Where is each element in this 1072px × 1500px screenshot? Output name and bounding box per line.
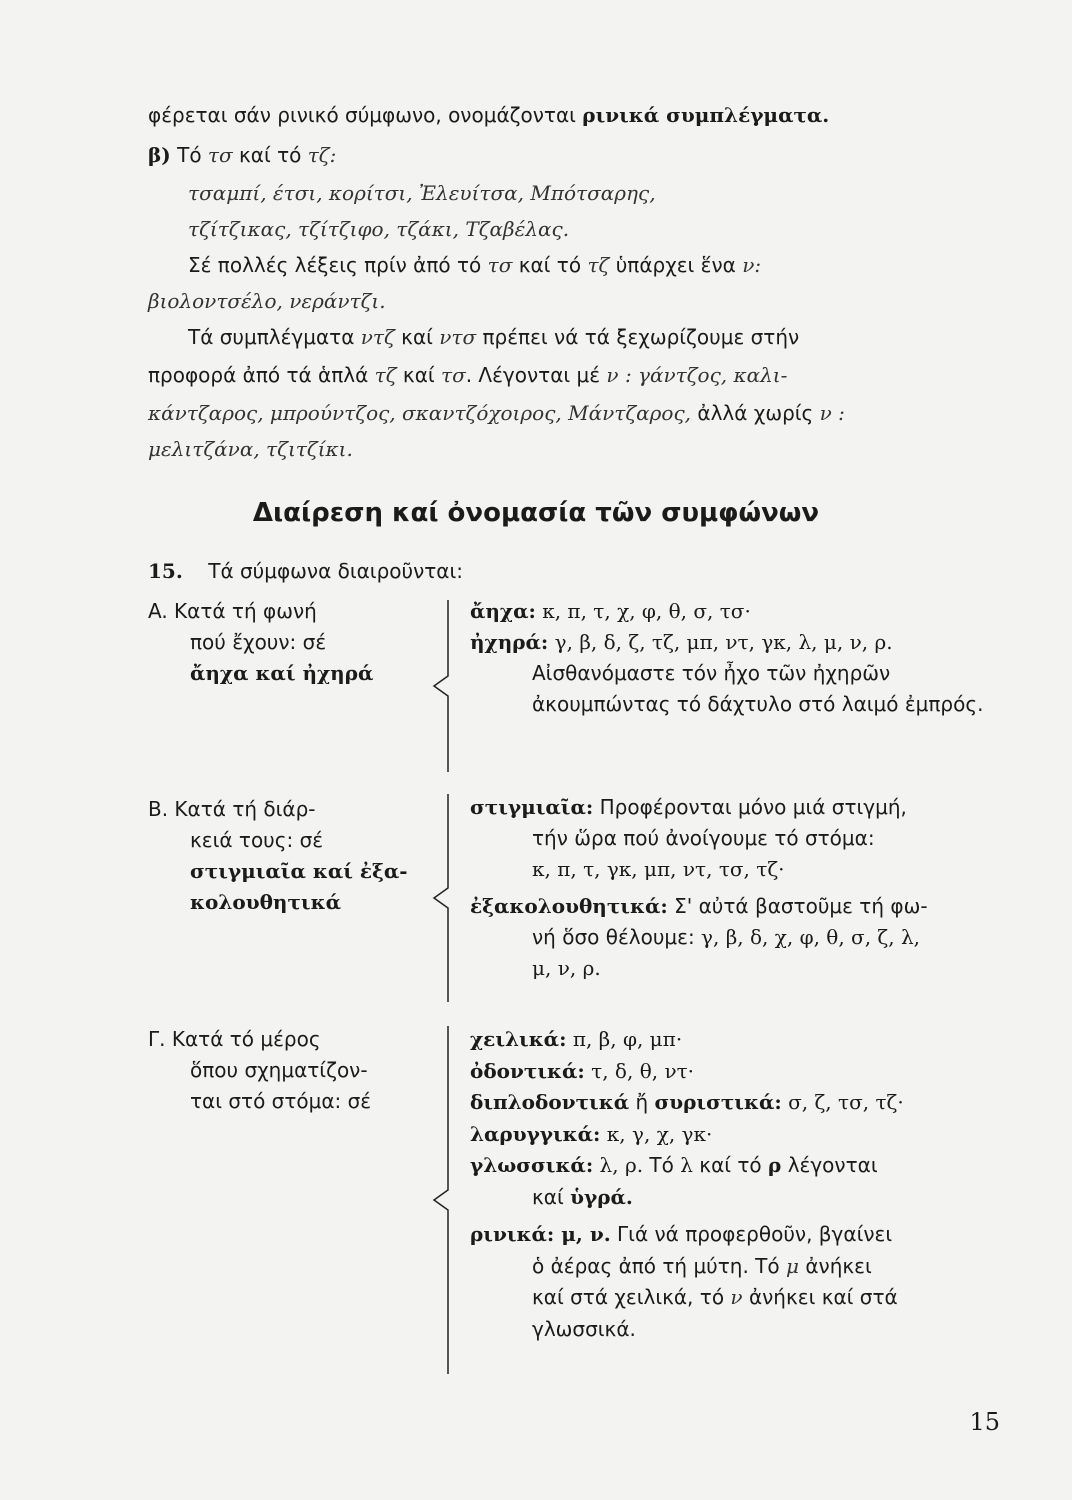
- intro-line-1: [148, 100, 1008, 130]
- para2-tz: τζ: [374, 363, 397, 387]
- group-c-line-3: ται στό στόμα: σέ: [190, 1089, 372, 1113]
- lingual-list: λ, ρ.: [593, 1153, 644, 1177]
- para2-b: καί: [396, 363, 441, 387]
- labial-list: π, β, φ, μπ·: [566, 1027, 683, 1051]
- para3-n: ν :: [819, 401, 845, 425]
- group-c-brace: [430, 1024, 460, 1376]
- ts-examples: τσαμπί, έτσι, κορίτσι, Ἐλευίτσα, Μπότσαρης,: [188, 181, 656, 205]
- section-title: Διαίρεση καί ὀνομασία τῶν συμφώνων: [252, 498, 820, 528]
- labial-term: χειλικά:: [470, 1027, 567, 1051]
- beta-line: [148, 140, 1008, 170]
- nasal-term: ρινικά:: [470, 1222, 555, 1246]
- clusters-para-1: [188, 322, 1048, 352]
- mu-symbol: μ: [786, 1253, 799, 1278]
- para3-examples: κάντζαρος, μπρούντζος, σκαντζόχοιρος, Μάντζαρος,: [148, 401, 692, 425]
- group-b-label: [148, 794, 428, 918]
- beta-text: Τό: [170, 143, 208, 167]
- group-a-brace: [430, 598, 460, 774]
- group-a-content: [470, 596, 1010, 720]
- momentary-term: στιγμιαῖα:: [470, 795, 594, 819]
- para-b: καί: [394, 325, 440, 349]
- group-a-line-1: A. Κατά τή φωνή: [148, 599, 317, 623]
- group-c-line-1: Γ. Κατά τό μέρος: [148, 1027, 321, 1051]
- lingual-note-c: λέγονται: [781, 1153, 878, 1177]
- lingual-note-a: Τό: [643, 1153, 681, 1177]
- beta-label: β): [148, 143, 171, 167]
- laryngeal-list: κ, γ, χ, γκ·: [600, 1121, 713, 1146]
- clusters-para-2: [148, 360, 1008, 390]
- voiceless-list: κ, π, τ, χ, φ, θ, σ, τσ·: [535, 599, 751, 623]
- group-a-line-3: ἄηχα καί ἠχηρά: [190, 661, 374, 685]
- nasal-clusters-term: ρινικά συμπλέγματα.: [582, 103, 830, 127]
- para2-ts: τσ: [441, 363, 466, 387]
- nasal-text-3b: ἀνήκει καί στά: [742, 1285, 898, 1309]
- many-words-c: ὑπάρχει ἕνα: [609, 253, 743, 277]
- group-b-content: [470, 792, 1010, 984]
- tz-symbol: τζ:: [307, 143, 337, 167]
- voiced-note: Αἰσθανόμαστε τόν ἦχο τῶν ἠχηρῶν ἀκουμπώντας τό δάχτυλο στό λαιμό ἐμπρός.: [532, 661, 984, 716]
- tz-examples: τζίτζικας, τζίτζιφο, τζάκι, Τζαβέλας.: [188, 217, 570, 241]
- dental-term: ὀδοντικά:: [470, 1058, 585, 1083]
- group-a-line-2: πού ἔχουν: σέ: [190, 630, 327, 654]
- group-c-label: [148, 1024, 428, 1117]
- liquid-note-a: καί: [532, 1184, 571, 1209]
- lingual-term: γλωσσικά:: [470, 1153, 594, 1177]
- continuant-list: γ, β, δ, χ, φ, θ, σ, ζ, λ,: [701, 925, 921, 949]
- continuant-text-cont: νή ὅσο θέλουμε:: [532, 925, 702, 949]
- para-c: πρέπει νά τά ξεχωρίζουμε στήν: [476, 325, 800, 349]
- or-word: ἤ: [629, 1090, 655, 1114]
- section-number: 15.: [148, 559, 183, 583]
- para2-n: ν : γάντζος, καλι-: [606, 363, 788, 387]
- laryngeal-term: λαρυγγικά:: [470, 1121, 601, 1146]
- many-words-a: Σέ πολλές λέξεις πρίν ἀπό τό: [188, 253, 488, 277]
- many-words-n: ν:: [742, 253, 762, 277]
- many-words-b: καί τό: [512, 253, 588, 277]
- voiceless-term: ἄηχα:: [470, 599, 536, 623]
- many-words-line: [188, 250, 1048, 280]
- lingual-note-b: καί τό: [692, 1153, 769, 1177]
- rho-symbol: ρ: [768, 1153, 782, 1177]
- group-a-label: [148, 596, 428, 689]
- ts-symbol: τσ: [207, 143, 233, 167]
- para-a: Τά συμπλέγματα: [188, 325, 361, 349]
- many-words-ts: τσ: [487, 253, 513, 277]
- nu-symbol: ν: [730, 1285, 743, 1309]
- sibilant-list: σ, ζ, τσ, τζ·: [781, 1090, 904, 1114]
- group-b-brace: [430, 792, 460, 1004]
- momentary-list: κ, π, τ, γκ, μπ, ντ, τσ, τζ·: [532, 857, 785, 881]
- sibilant-term: συριστικά:: [654, 1090, 782, 1114]
- voiced-term: ἠχηρά:: [470, 630, 549, 654]
- clusters-para-4: μελιτζάνα, τζιτζίκι.: [148, 437, 353, 461]
- section-lead: [148, 556, 1008, 586]
- group-b-line-2: κειά τους: σέ: [190, 828, 324, 852]
- nasal-text-2b: ἀνήκει: [799, 1253, 872, 1278]
- liquid-term: ὑγρά.: [570, 1184, 633, 1209]
- momentary-text: Προφέρονται μόνο μιά στιγμή,: [593, 795, 907, 819]
- intro-text: φέρεται σάν ρινικό σύμφωνο, ονομάζονται: [148, 103, 583, 127]
- para3-b: ἀλλά χωρίς: [691, 401, 820, 425]
- double-dental-term: διπλοδοντικά: [470, 1090, 630, 1114]
- para2-c: . Λέγονται μέ: [465, 363, 607, 387]
- section-lead-text: Τά σύμφωνα διαιροῦνται:: [208, 559, 463, 583]
- group-c-content: [470, 1024, 1010, 1345]
- nasal-list: μ, ν.: [554, 1222, 611, 1246]
- n-examples: βιολοντσέλο, νεράντζι.: [148, 289, 386, 313]
- clusters-para-3: [148, 398, 1008, 428]
- para-ntz: ντζ: [360, 325, 395, 349]
- group-b-line-3: στιγμιαῖα καί ἐξα-: [190, 859, 408, 883]
- voiced-list: γ, β, δ, ζ, τζ, μπ, ντ, γκ, λ, μ, ν, ρ.: [548, 630, 893, 654]
- dental-list: τ, δ, θ, ντ·: [584, 1058, 695, 1083]
- nasal-text-3a: καί στά χειλικά, τό: [532, 1285, 731, 1309]
- nasal-text-4: γλωσσικά.: [532, 1316, 636, 1341]
- group-c-line-2: ὅπου σχηματίζον-: [190, 1058, 368, 1082]
- momentary-text-cont: τήν ὥρα πού ἀνοίγουμε τό στόμα:: [532, 826, 875, 850]
- lambda-symbol: λ: [680, 1153, 693, 1177]
- page-number: 15: [969, 1408, 1000, 1436]
- group-b-line-4: κολουθητικά: [190, 890, 341, 914]
- nasal-text-2a: ὁ ἀέρας ἀπό τή μύτη. Τό: [532, 1253, 786, 1278]
- many-words-tz: τζ: [587, 253, 610, 277]
- nasal-text: Γιά νά προφερθοῦν, βγαίνει: [610, 1222, 893, 1246]
- group-b-line-1: B. Κατά τή διάρ-: [148, 797, 316, 821]
- beta-and: καί τό: [232, 143, 308, 167]
- para-nts: ντσ: [439, 325, 477, 349]
- continuant-text: Σ' αὐτά βαστοῦμε τή φω-: [667, 894, 928, 918]
- continuant-term: ἐξακολουθητικά:: [470, 894, 668, 918]
- para2-a: προφορά ἀπό τά ἁπλά: [148, 363, 375, 387]
- continuant-list-cont: μ, ν, ρ.: [532, 956, 601, 980]
